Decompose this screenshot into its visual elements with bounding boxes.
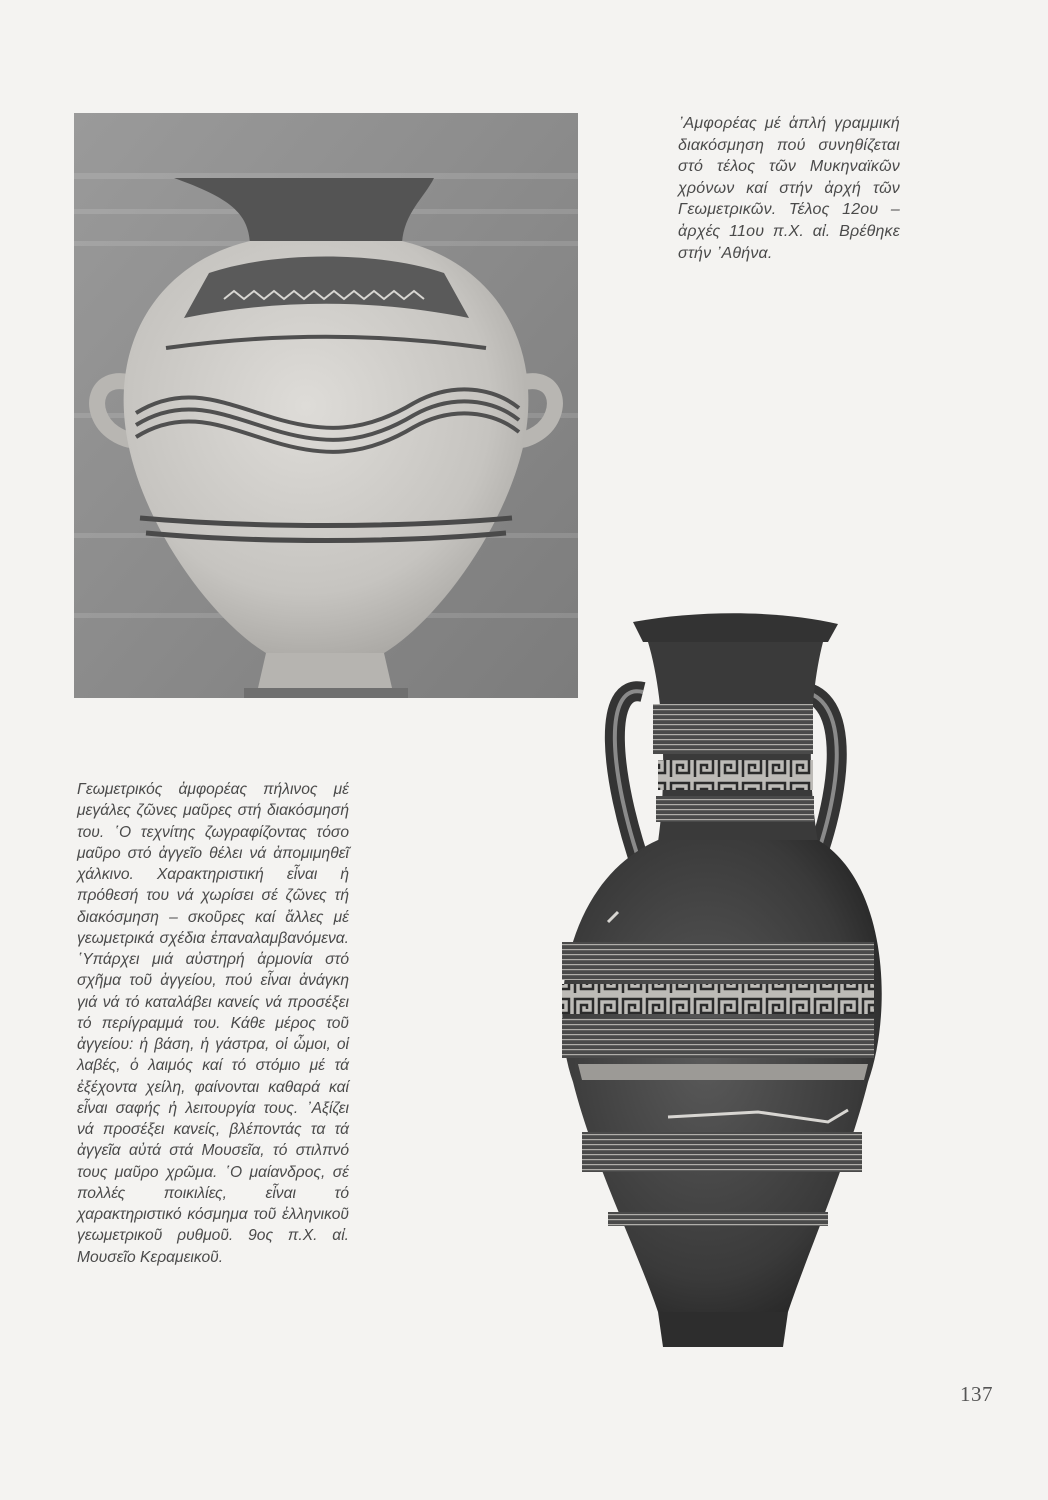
amphora-illustration-2 (548, 612, 888, 1362)
page-number: 137 (960, 1382, 993, 1406)
amphora-photo-geometric (548, 612, 888, 1362)
amphora-photo-mycenaean (74, 113, 578, 698)
caption-mycenaean-amphora: ᾿Αμφορέας μέ ἁπλή γραμμική διακόσμηση πού συνηθίζεται στό τέλος τῶν Μυκηναϊκῶν χρόνων καί στήν ἀρχή τῶν Γεωμετρικῶν. Τέλος 12ου – ἀρχές 11ου π.Χ. αἰ. Βρέθηκε στήν ᾿Αθήνα. (678, 115, 900, 262)
amphora-illustration-1 (74, 113, 578, 698)
caption-geometric-amphora: Γεωμετρικός ἀμφορέας πήλινος μέ μεγάλες ζῶνες μαῦρες στή διακόσμησή του. ῾Ο τεχνίτης ζωγραφίζοντας τόσο μαῦρο στό ἀγγεῖο θέλει νά ἀπομιμηθεῖ χάλκινο. Χαρακτηριστική εἶναι ἡ πρόθεσή του νά χωρίσει σέ ζῶνες τή διακόσμηση – σκοῦρες καί ἄλλες μέ γεωμετρικά σχέδια ἐπαναλαμβανόμενα. ῾Υπάρχει μιά αὐστηρή ἁρμονία στό σχῆμα τοῦ ἀγγείου, πού εἶναι ἀνάγκη γιά νά τό καταλάβει κανείς νά προσέξει τό περίγραμμά του. Κάθε μέρος τοῦ ἀγγείου: ἡ βάση, ἡ γάστρα, οἱ ὦμοι, οἱ λαβές, ὁ λαιμός καί τό στόμιο μέ τά ἐξέχοντα χείλη, φαίνονται καθαρά καί εἶναι σαφής ἡ λειτουργία τους. ᾿Αξίζει νά προσέξει κανείς, βλέποντάς τα τά ἀγγεῖα αὐτά στά Μουσεῖα, τό στιλπνό τους μαῦρο χρῶμα. ῾Ο μαίανδρος, σέ πολλές ποικιλίες, εἶναι τό χαρακτηριστικό κόσμημα τοῦ ἑλληνικοῦ γεωμετρικοῦ ρυθμοῦ. 9ος π.Χ. αἰ. Μουσεῖο Κεραμεικοῦ. (77, 781, 349, 1266)
